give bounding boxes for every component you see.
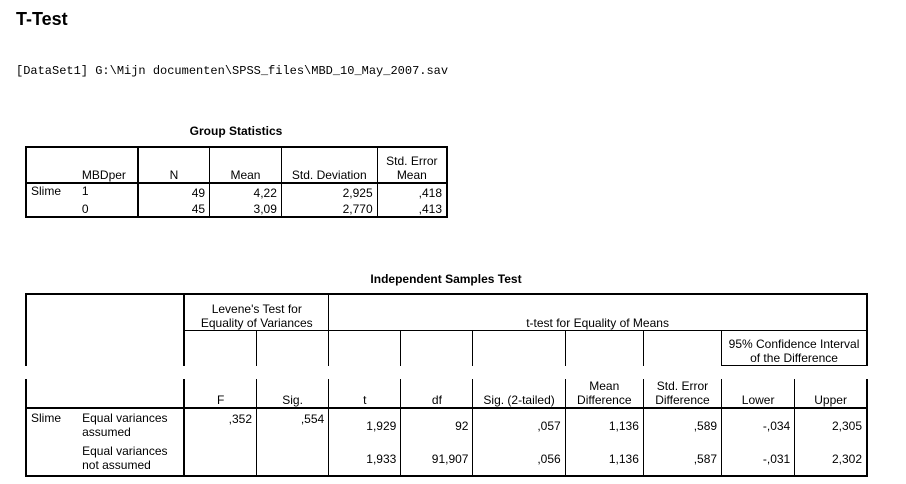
header-std-error-difference: Std. Error Difference	[655, 379, 710, 407]
df-value: 91,907	[401, 442, 473, 476]
mean-diff-value: 1,136	[565, 408, 643, 442]
table-row	[26, 408, 867, 442]
lower-value: -,031	[722, 442, 795, 476]
upper-value: 2,302	[795, 442, 867, 476]
header-upper: Upper	[795, 379, 867, 408]
variable-label: Slime	[26, 408, 78, 442]
header-std-deviation: Std. Deviation	[281, 147, 377, 183]
se-diff-value: ,587	[643, 442, 721, 476]
t-value: 1,933	[329, 442, 401, 476]
sd-value: 2,770	[281, 200, 377, 217]
se-value: ,418	[377, 183, 447, 200]
mean-value: 3,09	[210, 200, 282, 217]
sig2-value: ,057	[473, 408, 565, 442]
header-sig: Sig.	[257, 379, 329, 408]
page-title: T-Test	[16, 9, 68, 29]
row-label: Equal variances assumed	[78, 408, 184, 442]
header-mean: Mean	[210, 147, 282, 183]
mean-diff-value: 1,136	[565, 442, 643, 476]
independent-samples-table	[25, 293, 868, 366]
table-row	[26, 200, 447, 217]
lower-value: -,034	[722, 408, 795, 442]
header-n: N	[138, 147, 210, 183]
df-value: 92	[401, 408, 473, 442]
header-t: t	[329, 379, 401, 408]
header-mean-difference: Mean Difference	[577, 379, 632, 407]
upper-value: 2,305	[795, 408, 867, 442]
n-value: 49	[138, 183, 210, 200]
group-value: 0	[78, 200, 138, 217]
header-df: df	[401, 379, 473, 408]
ttest-header: t-test for Equality of Means	[329, 294, 867, 330]
ci-header: 95% Confidence Interval of the Difference	[722, 330, 867, 365]
f-value	[184, 442, 256, 476]
header-lower: Lower	[722, 379, 795, 408]
header-mbdper: MBDper	[78, 147, 138, 183]
group-value: 1	[78, 183, 138, 200]
independent-test-caption: Independent Samples Test	[370, 272, 522, 286]
mean-value: 4,22	[210, 183, 282, 200]
independent-column-headers	[25, 379, 868, 477]
variable-label: Slime	[26, 183, 78, 200]
header-sig-2-tailed: Sig. (2-tailed)	[473, 379, 565, 408]
f-value: ,352	[184, 408, 256, 442]
sig2-value: ,056	[473, 442, 565, 476]
t-value: 1,929	[329, 408, 401, 442]
table-row	[26, 442, 867, 476]
header-f: F	[184, 379, 256, 408]
sig-value: ,554	[257, 408, 329, 442]
n-value: 45	[138, 200, 210, 217]
se-diff-value: ,589	[643, 408, 721, 442]
sig-value	[257, 442, 329, 476]
group-statistics-caption: Group Statistics	[189, 124, 283, 138]
header-std-error-mean: Std. Error Mean	[377, 147, 447, 183]
sd-value: 2,925	[281, 183, 377, 200]
levene-header: Levene's Test for Equality of Variances	[184, 294, 328, 330]
table-row	[26, 183, 447, 200]
dataset-path: [DataSet1] G:\Mijn documenten\SPSS_files\MBD_10_May_2007.sav	[16, 64, 449, 78]
se-value: ,413	[377, 200, 447, 217]
row-label: Equal variances not assumed	[78, 442, 184, 476]
group-statistics-table	[25, 146, 448, 218]
group-statistics-header-row	[26, 147, 447, 183]
